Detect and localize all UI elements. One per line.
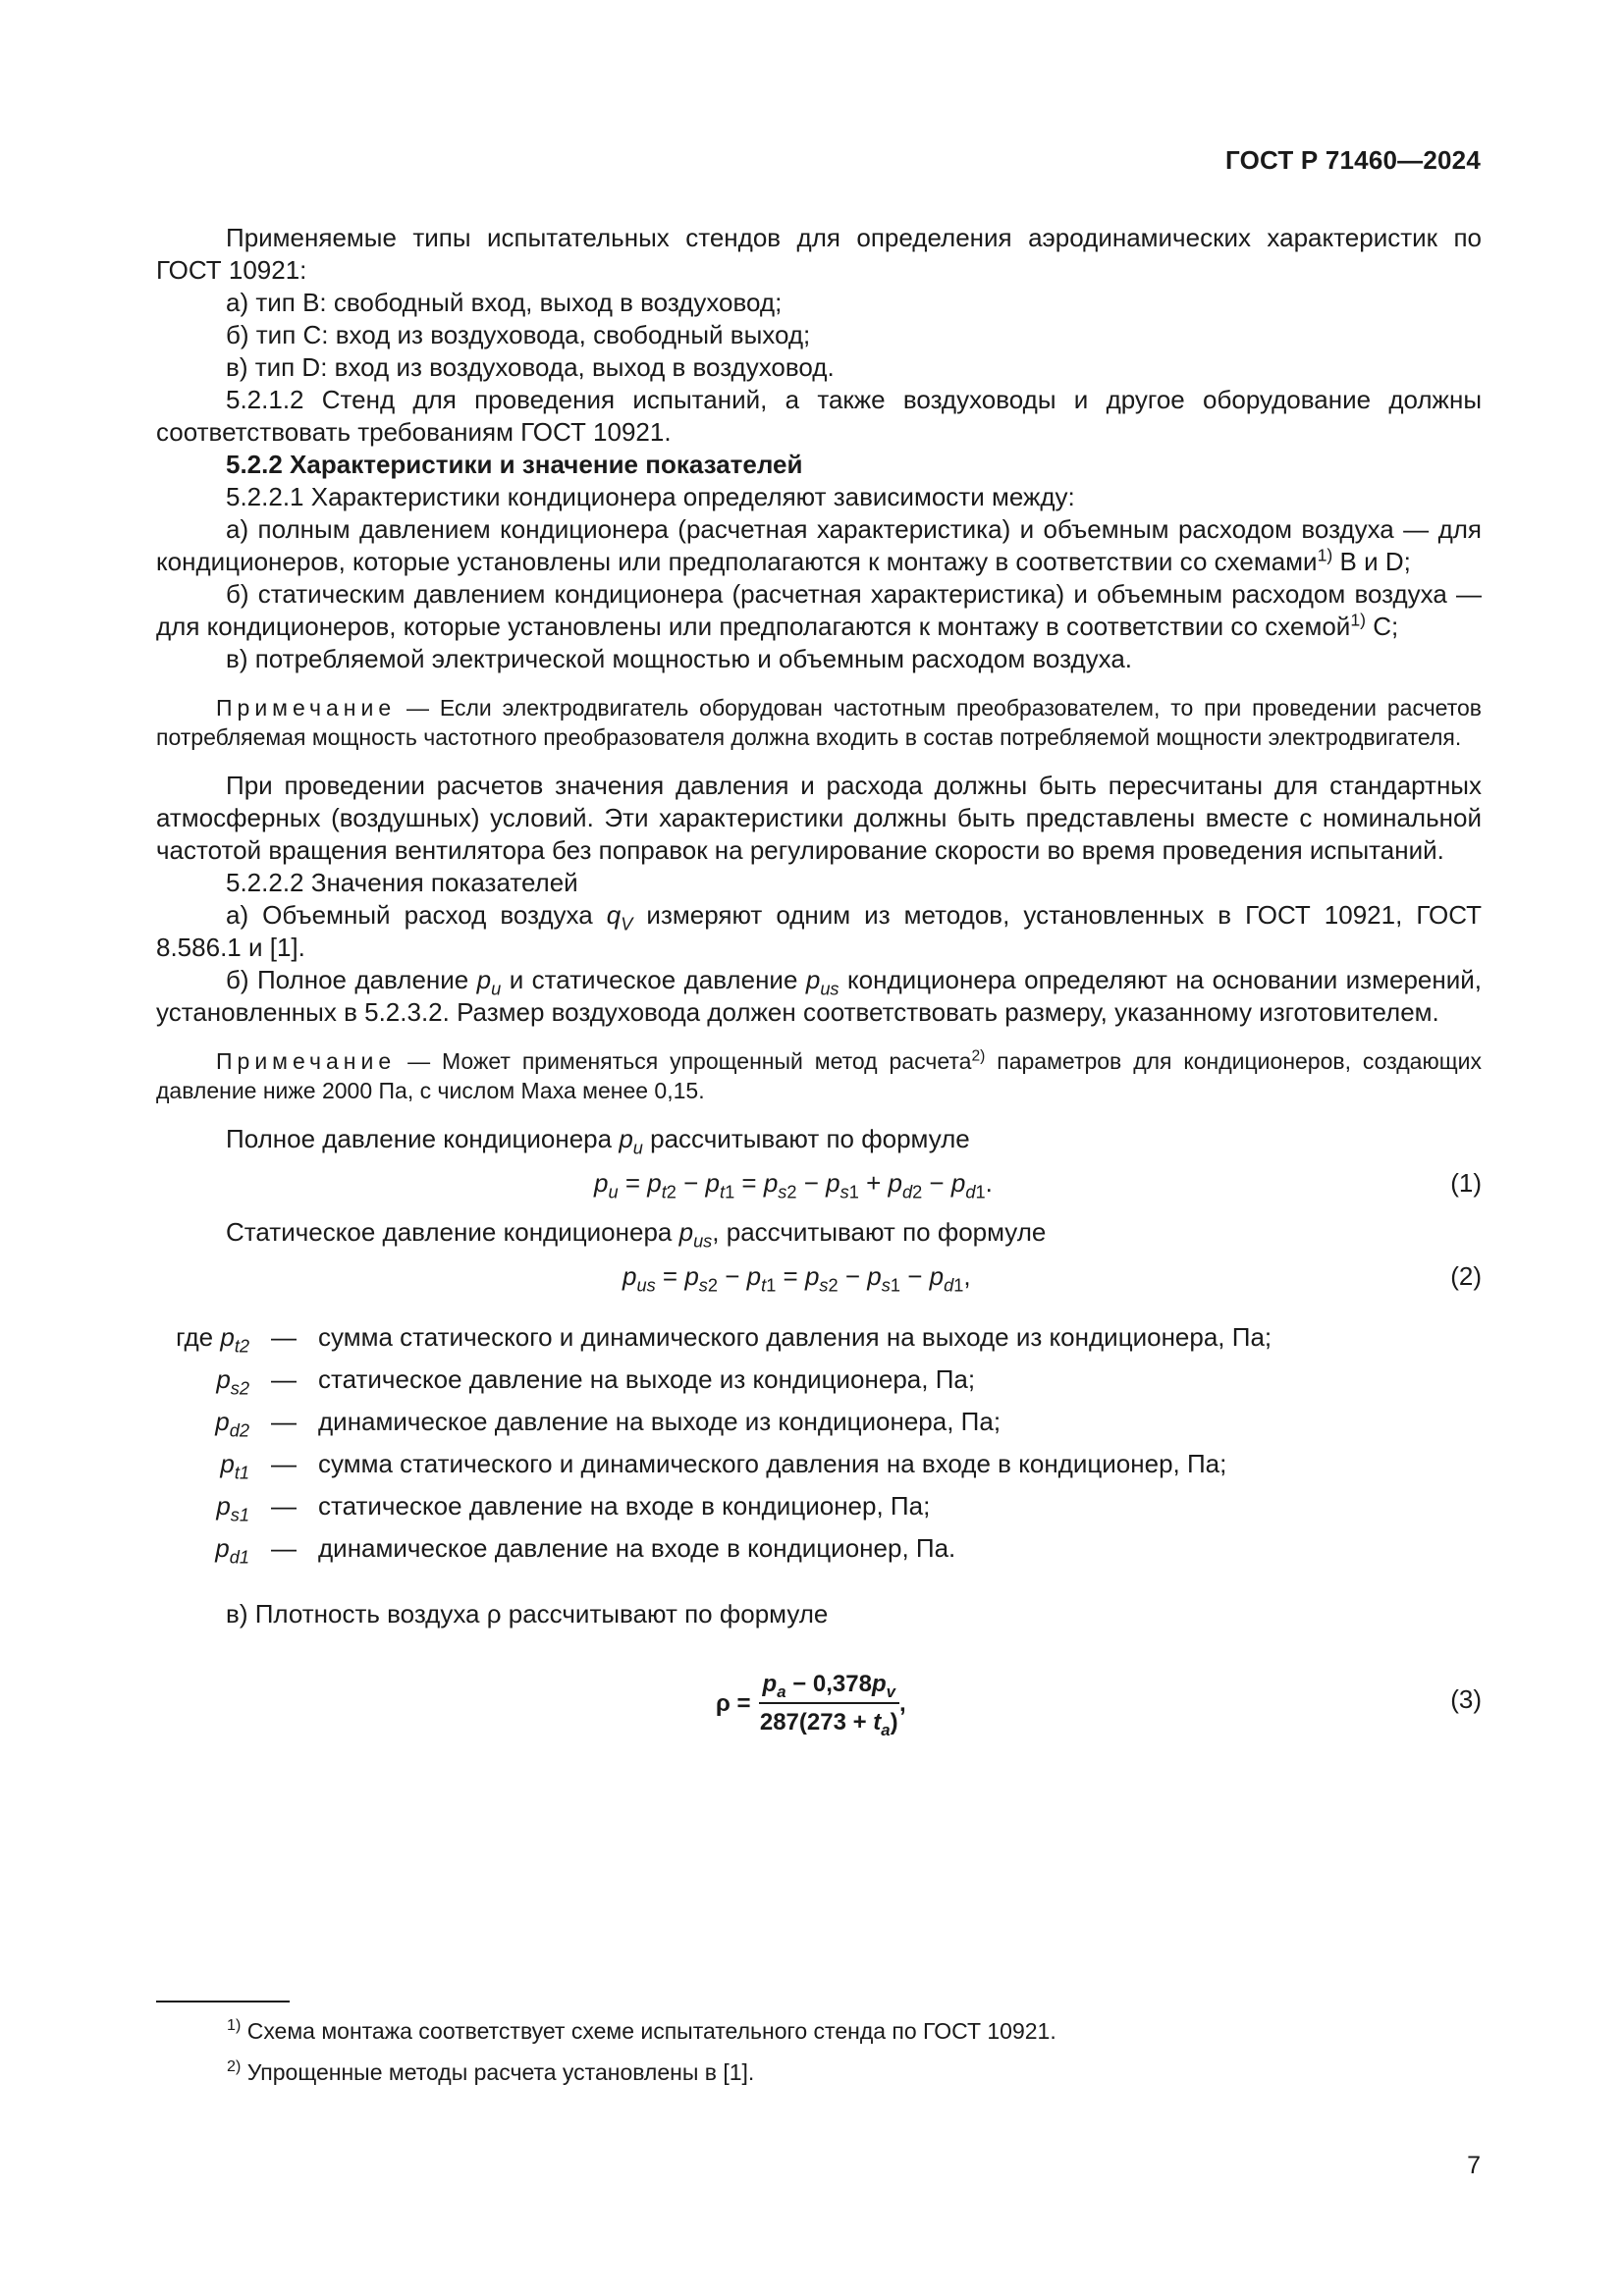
footnote: $^{2)}$ Упрощенные методы расчета установлены в [1]. [227, 2057, 755, 2085]
where-row: $p_{s1}$ — статическое давление на входе в кондиционер, Па; [216, 1491, 931, 1525]
footnote: $^{1)}$ Схема монтажа соответствует схеме испытательного стенда по ГОСТ 10921. [227, 2016, 1056, 2044]
list-item: в) тип D: вход из воздуховода, выход в воздуховод. [226, 352, 835, 382]
formula-1-number: (1) [1450, 1168, 1482, 1198]
where-row: $p_{s2}$ — статическое давление на выходе из кондиционера, Па; [216, 1364, 976, 1399]
document-number-header: ГОСТ Р 71460—2024 [1225, 145, 1481, 175]
formula-3-expression: ρ = $\frac{p_a - 0,378p_v}{287(273 + t_a)}$ , [716, 1668, 906, 1738]
list-item: а) Объемный расход воздуха $q_V$ измеряют одним из методов, установленных в ГОСТ 10921, ГОСТ 8.586.1 и [1]. [156, 900, 1482, 962]
paragraph: 5.2.2.1 Характеристики кондиционера определяют зависимости между: [226, 482, 1075, 511]
note-block: Примечание — Может применяться упрощенный метод расчета$^{2)}$ параметров для кондиционеров, создающих давление ниже 2000 Па, с числом Маха менее 0,15. [156, 1047, 1482, 1103]
formula-1 [156, 1163, 1482, 1204]
list-item: а) полным давлением кондиционера (расчетная характеристика) и объемным расходом воздуха — для кондиционеров, которые установлены или предполагаются к монтажу в соответствии со схемами$^{1)}$ B и D; [156, 514, 1482, 576]
document-body [156, 222, 1482, 1744]
paragraph: 5.2.2.2 Значения показателей [226, 868, 578, 897]
note-block: Примечание — Если электродвигатель оборудован частотным преобразователем, то при проведении расчетов потребляемая мощность частотного преобразователя должна входить в состав потребляемой мощности электродвигателя. [156, 695, 1482, 750]
note-label: Примечание [216, 1048, 397, 1074]
list-item: а) тип B: свободный вход, выход в воздуховод; [226, 288, 783, 317]
list-item: в) потребляемой электрической мощностью и объемным расходом воздуха. [226, 644, 1133, 673]
paragraph: 5.2.1.2 Стенд для проведения испытаний, а также воздуховоды и другое оборудование должны соответствовать требованиям ГОСТ 10921. [156, 385, 1482, 447]
formula-3-number: (3) [1450, 1684, 1482, 1714]
formula-2-number: (2) [1450, 1261, 1482, 1291]
list-item: б) статическим давлением кондиционера (расчетная характеристика) и объемным расходом воздуха — для кондиционеров, которые установлены или предполагаются к монтажу в соответствии со схемой$^{1)}$ C; [156, 579, 1482, 641]
page-number: 7 [1467, 2152, 1481, 2179]
formula-2-expression: $p_{us} = p_{s2} - p_{t1} = p_{s2} - p_{s1} - p_{d1}$, [623, 1261, 971, 1296]
footnote-separator [156, 2001, 290, 2002]
where-row: где $p_{t2}$ — сумма статического и динамического давления на выходе из кондиционера, Па; [176, 1322, 1272, 1357]
where-row: $p_{d1}$ — динамическое давление на входе в кондиционер, Па. [215, 1533, 956, 1568]
list-item: б) тип C: вход из воздуховода, свободный выход; [226, 320, 811, 349]
paragraph: Полное давление кондиционера $p_u$ рассчитывают по формуле [226, 1124, 970, 1158]
footnote-ref: 1) [1317, 545, 1333, 565]
paragraph: При проведении расчетов значения давления и расхода должны быть пересчитаны для стандартных атмосферных (воздушных) условий. Эти характеристики должны быть представлены вместе с номинальной частотой вращения вентилятора без поправок на регулирование скорости во время проведения испытаний. [156, 771, 1482, 865]
paragraph: Статическое давление кондиционера $p_{us}$, рассчитывают по формуле [226, 1217, 1047, 1252]
where-row: $p_{d2}$ — динамическое давление на выходе из кондиционера, Па; [215, 1407, 1001, 1441]
formula-2 [156, 1256, 1482, 1298]
list-item: б) Полное давление $p_u$ и статическое давление $p_{us}$ кондиционера определяют на основании измерений, установленных в 5.2.3.2. Размер воздуховода должен соответствовать размеру, указанному изготовителем. [156, 965, 1482, 1027]
footnotes [227, 2016, 1056, 2099]
formula-1-expression: $p_u = p_{t2} - p_{t1} = p_{s2} - p_{s1} + p_{d2} - p_{d1}$. [594, 1168, 993, 1202]
paragraph: Применяемые типы испытательных стендов для определения аэродинамических характеристик по ГОСТ 10921: [156, 223, 1482, 285]
where-list [145, 1321, 1482, 1575]
note-label: Примечание [216, 695, 397, 721]
formula-3 [156, 1650, 1482, 1744]
footnote-ref: 2) [971, 1047, 986, 1065]
paragraph: в) Плотность воздуха ρ рассчитывают по формуле [226, 1599, 829, 1629]
footnote-ref: 1) [1350, 610, 1367, 630]
where-row: $p_{t1}$ — сумма статического и динамического давления на входе в кондиционер, Па; [220, 1449, 1227, 1483]
section-heading: 5.2.2 Характеристики и значение показателей [226, 450, 803, 479]
